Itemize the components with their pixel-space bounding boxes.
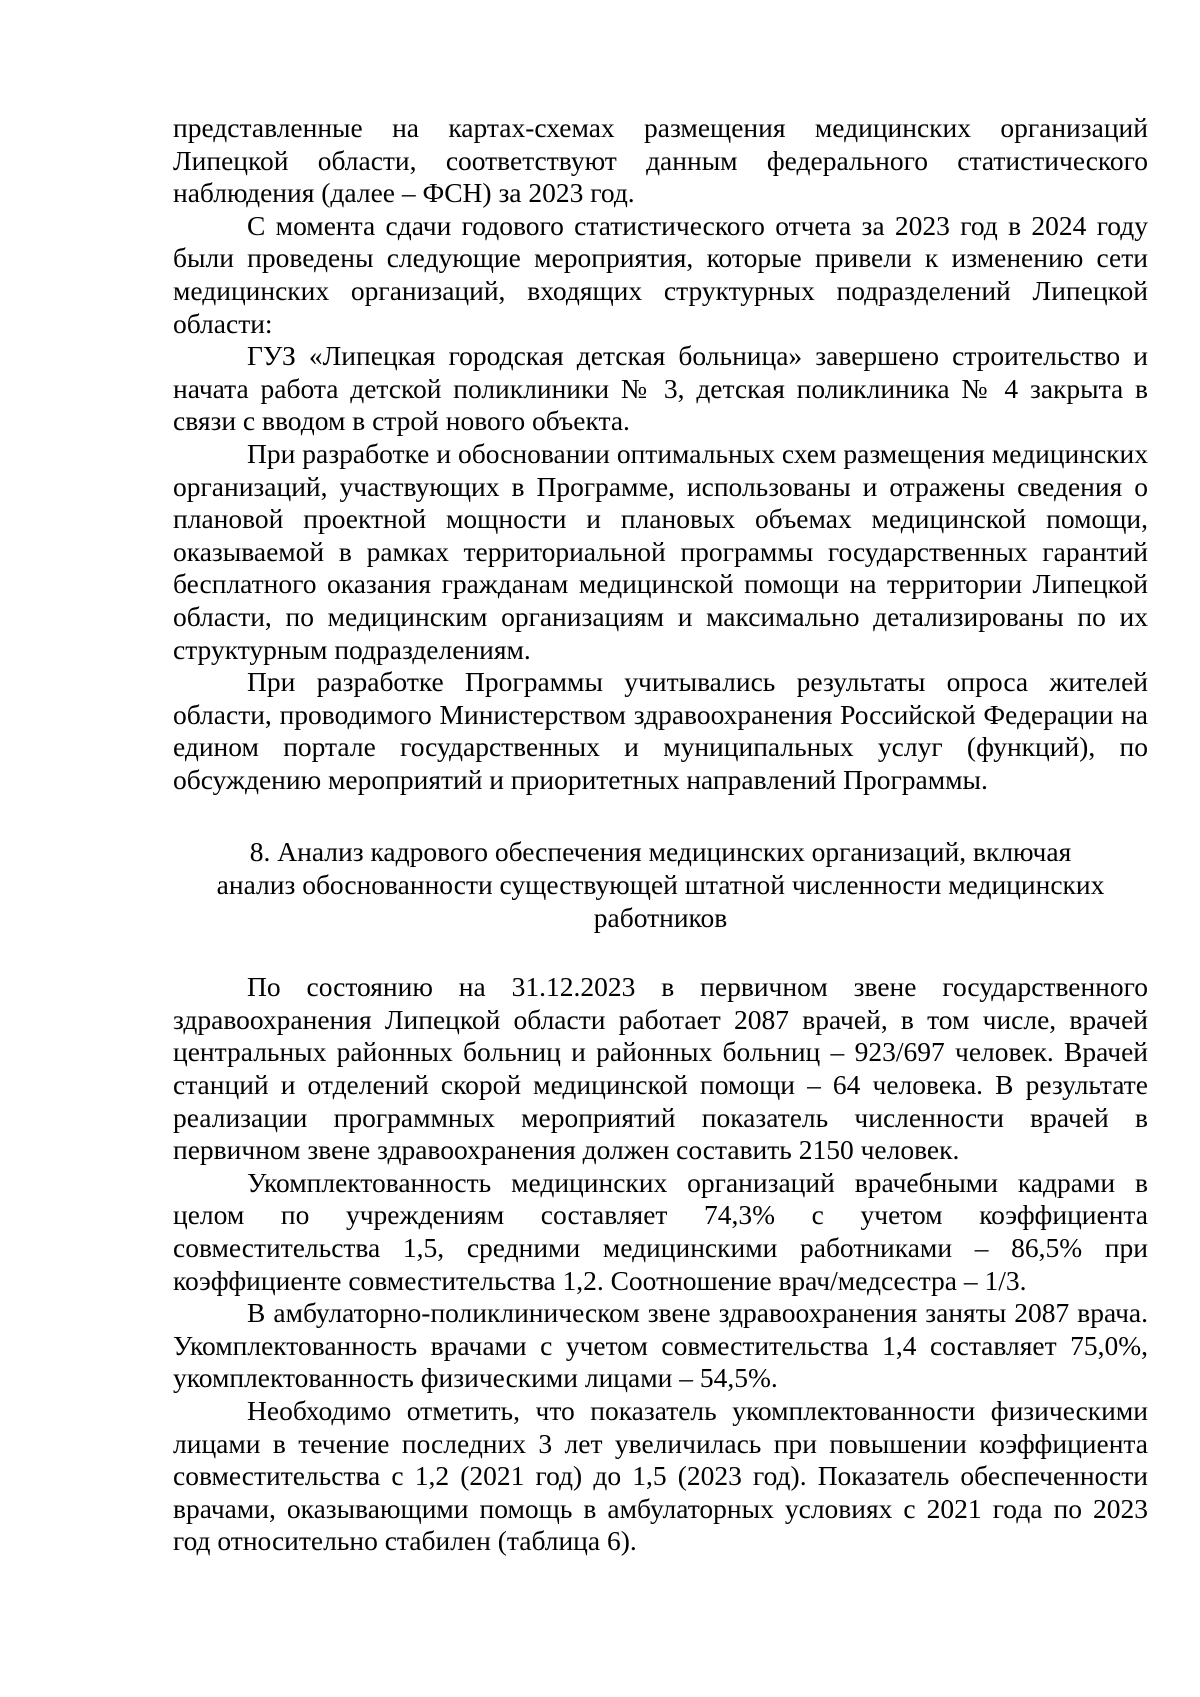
- paragraph-fsn-data: представленные на картах-схемах размещения медицинских организаций Липецкой области, соответствуют данным федерального статистического наблюдения (далее – ФСН) за 2023 год.: [173, 112, 1148, 209]
- paragraph-doctor-count: По состоянию на 31.12.2023 в первичном звене государственного здравоохранения Липецкой области работает 2087 врачей, в том числе, врачей центральных районных больниц и районных больниц – 923/697 человек. Врачей станций и отделений скорой медицинской помощи – 64 человека. В результате реализации программных мероприятий показатель численности врачей в первичном звене здравоохранения должен составить 2150 человек.: [173, 971, 1148, 1166]
- paragraph-2024-changes: С момента сдачи годового статистического отчета за 2023 год в 2024 году были проведены следующие мероприятия, которые привели к изменению сети медицинских организаций, входящих структурных подразделений Липецкой области:: [173, 209, 1148, 339]
- section-heading: [173, 836, 1148, 934]
- paragraph-staffing-trend: Необходимо отметить, что показатель укомплектованности физическими лицами в течение последних 3 лет увеличилась при повышении коэффициента совместительства с 1,2 (2021 год) до 1,5 (2023 год). Показатель обеспеченности врачами, оказывающими помощь в амбулаторных условиях с 2021 года по 2023 год относительно стабилен (таблица 6).: [173, 1394, 1148, 1557]
- section-heading-line-3: работников: [593, 901, 728, 933]
- paragraph-outpatient-staffing: В амбулаторно-поликлиническом звене здравоохранения заняты 2087 врача. Укомплектованность врачами с учетом совместительства 1,4 составляет 75,0%, укомплектованность физическими лицами – 54,5%.: [173, 1297, 1148, 1394]
- paragraph-childrens-hospital: ГУЗ «Липецкая городская детская больница» завершено строительство и начата работа детской поликлиники № 3, детская поликлиника № 4 закрыта в связи с вводом в строй нового объекта.: [173, 340, 1148, 437]
- section-heading-line-2: анализ обоснованности существующей штатной численности медицинских: [216, 869, 1105, 901]
- document-page: [173, 112, 1148, 1558]
- paragraph-staffing-level: Укомплектованность медицинских организаций врачебными кадрами в целом по учреждениям составляет 74,3% с учетом коэффициента совместительства 1,5, средними медицинскими работниками – 86,5% при коэффициенте совместительства 1,2. Соотношение врач/медсестра – 1/3.: [173, 1166, 1148, 1296]
- paragraph-optimal-schemes: При разработке и обосновании оптимальных схем размещения медицинских организаций, участвующих в Программе, использованы и отражены сведения о плановой проектной мощности и плановых объемах медицинской помощи, оказываемой в рамках территориальной программы государственных гарантий бесплатного оказания гражданам медицинской помощи на территории Липецкой области, по медицинским организациям и максимально детализированы по их структурным подразделениям.: [173, 437, 1148, 665]
- section-heading-line-1: 8. Анализ кадрового обеспечения медицинских организаций, включая: [249, 836, 1072, 868]
- paragraph-resident-survey: При разработке Программы учитывались результаты опроса жителей области, проводимого Министерством здравоохранения Российской Федерации на едином портале государственных и муниципальных услуг (функций), по обсуждению мероприятий и приоритетных направлений Программы.: [173, 666, 1148, 795]
